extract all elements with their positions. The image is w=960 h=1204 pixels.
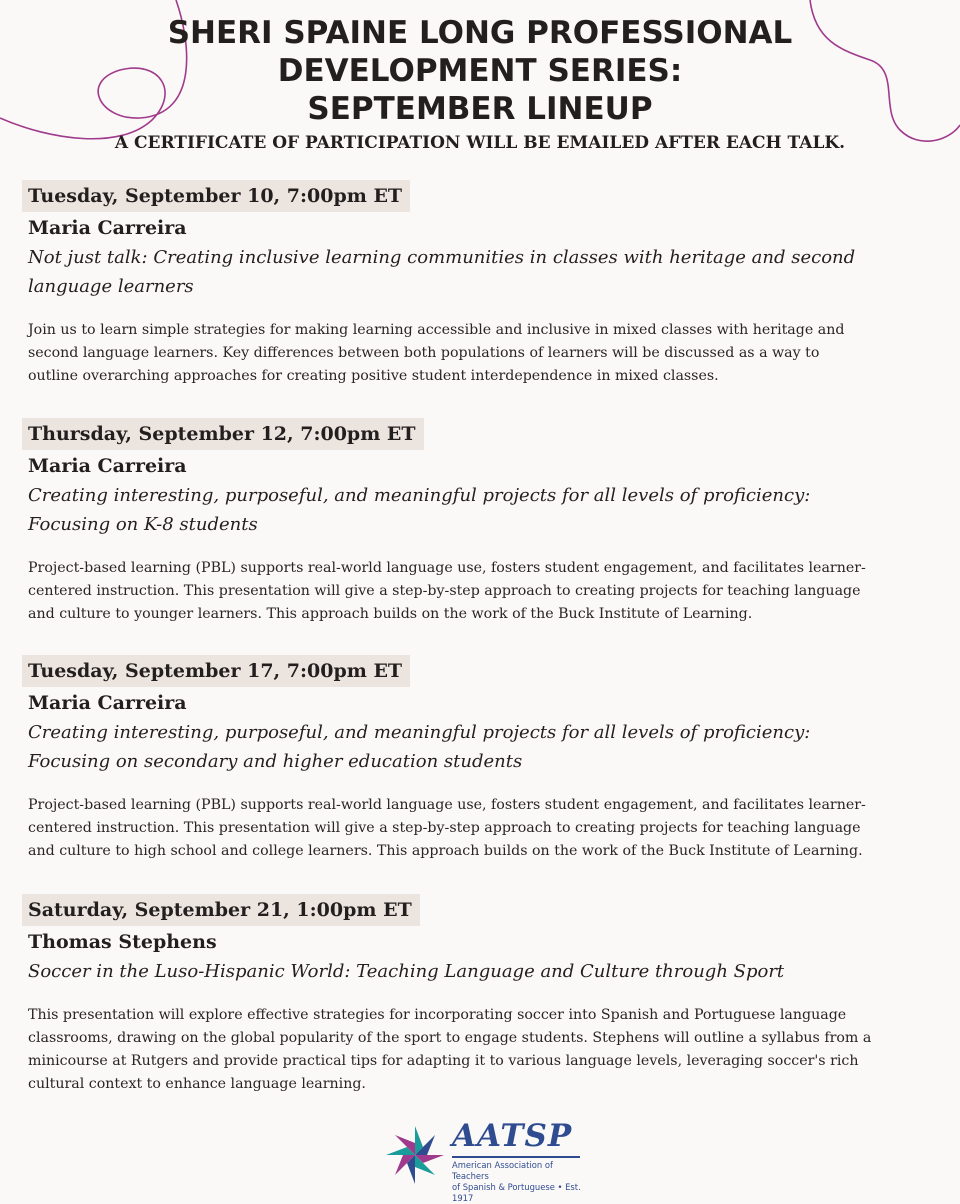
talk-title-line: Creating interesting, purposeful, and meaningful projects for all levels of proficiency: — [28, 722, 811, 743]
description-line: Join us to learn simple strategies for making learning accessible and inclusive in mixed classes with heritage and — [28, 322, 845, 338]
event-3 — [22, 655, 942, 863]
aatsp-star-icon — [384, 1124, 446, 1186]
description-line: second language learners. Key differences between both populations of learners will be discussed as a way to — [28, 345, 820, 361]
title-line: DEVELOPMENT SERIES: — [277, 53, 683, 89]
description-line: and culture to high school and college learners. This approach builds on the work of the Buck Institute of Learning. — [28, 843, 863, 859]
logo-name: AATSP — [452, 1118, 573, 1154]
talk-title-line: language learners — [28, 276, 194, 297]
talk-title-line: Creating interesting, purposeful, and meaningful projects for all levels of proficiency: — [28, 485, 811, 506]
description-line: centered instruction. This presentation will give a step-by-step approach to creating projects for teaching language — [28, 820, 861, 836]
logo-rule — [452, 1156, 580, 1158]
description-line: minicourse at Rutgers and provide practical tips for adapting it to various language levels, leveraging soccer's rich — [28, 1053, 859, 1069]
event-description — [28, 794, 938, 863]
event-speaker: Maria Carreira — [28, 217, 187, 239]
event-speaker: Maria Carreira — [28, 692, 187, 714]
title-line: SHERI SPAINE LONG PROFESSIONAL — [167, 15, 793, 51]
description-line: cultural context to enhance language learning. — [28, 1076, 366, 1092]
certificate-note: A CERTIFICATE OF PARTICIPATION WILL BE EMAILED AFTER EACH TALK. — [114, 133, 846, 153]
event-talk-title — [28, 957, 942, 986]
event-4 — [22, 894, 942, 1096]
description-line: This presentation will explore effective strategies for incorporating soccer into Spanish and Portuguese language — [28, 1007, 847, 1023]
logo-full-name-line: American Association of Teachers — [452, 1160, 553, 1181]
description-line: Project-based learning (PBL) supports real-world language use, fosters student engagement, and facilitates learner- — [28, 797, 866, 813]
logo-full-name — [452, 1160, 592, 1204]
talk-title-line: Focusing on K-8 students — [28, 514, 258, 535]
event-1 — [22, 180, 942, 388]
description-line: classrooms, drawing on the global popularity of the sport to engage students. Stephens will outline a syllabus from a — [28, 1030, 872, 1046]
event-speaker: Thomas Stephens — [28, 931, 217, 953]
description-line: Project-based learning (PBL) supports real-world language use, fosters student engagement, and facilitates learner- — [28, 560, 866, 576]
event-description — [28, 1004, 938, 1096]
talk-title-line: Not just talk: Creating inclusive learning communities in classes with heritage and second — [28, 247, 856, 268]
description-line: and culture to younger learners. This approach builds on the work of the Buck Institute of Learning. — [28, 606, 753, 622]
aatsp-logo — [384, 1118, 584, 1203]
logo-full-name-line: of Spanish & Portuguese • Est. 1917 — [452, 1182, 581, 1203]
talk-title-line: Soccer in the Luso-Hispanic World: Teaching Language and Culture through Sport — [28, 961, 785, 982]
event-date: Thursday, September 12, 7:00pm ET — [22, 418, 424, 450]
event-date: Tuesday, September 17, 7:00pm ET — [22, 655, 410, 687]
event-talk-title — [28, 718, 942, 776]
talk-title-line: Focusing on secondary and higher education students — [28, 751, 523, 772]
page-title — [0, 14, 960, 128]
event-speaker: Maria Carreira — [28, 455, 187, 477]
event-talk-title — [28, 481, 942, 539]
title-line: SEPTEMBER LINEUP — [307, 91, 653, 127]
event-date: Saturday, September 21, 1:00pm ET — [22, 894, 420, 926]
description-line: outline overarching approaches for creating positive student interdependence in mixed classes. — [28, 368, 719, 384]
header — [0, 14, 960, 154]
event-description — [28, 319, 938, 388]
description-line: centered instruction. This presentation will give a step-by-step approach to creating projects for teaching language — [28, 583, 861, 599]
event-2 — [22, 418, 942, 626]
event-description — [28, 557, 938, 626]
event-date: Tuesday, September 10, 7:00pm ET — [22, 180, 410, 212]
event-talk-title — [28, 243, 942, 301]
